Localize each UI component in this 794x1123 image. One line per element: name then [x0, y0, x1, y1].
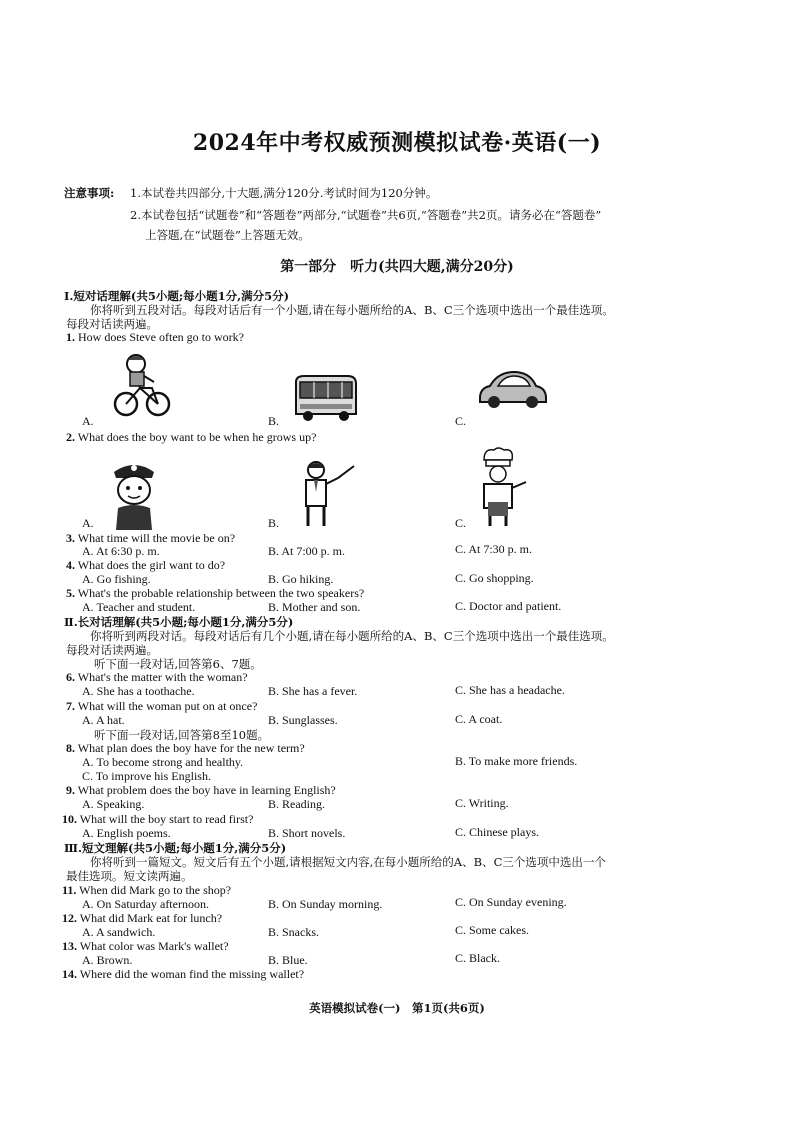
- question-text: What will the woman put on at once?: [77, 699, 258, 713]
- sub-instruction: 听下面一段对话,回答第6、7题。: [94, 657, 262, 671]
- question-number: 5.: [66, 586, 75, 600]
- question-5: [66, 586, 364, 601]
- question-number: 9.: [66, 783, 75, 797]
- option-a: A. On Saturday afternoon.: [82, 897, 209, 911]
- question-number: 4.: [66, 558, 75, 572]
- section-heading: Ⅱ.长对话理解(共5小题;每小题1分,满分5分): [64, 615, 294, 629]
- option-a: A. She has a toothache.: [82, 684, 195, 698]
- section-instructions: 最佳选项。短文读两遍。: [66, 869, 193, 883]
- option-c: C. Chinese plays.: [455, 825, 539, 839]
- question-text: What did Mark eat for lunch?: [79, 911, 223, 925]
- bus-image: [290, 374, 360, 424]
- question-11: [62, 883, 231, 898]
- option-c: C. She has a headache.: [455, 683, 565, 697]
- option-c: C. On Sunday evening.: [455, 895, 567, 909]
- option-b: B. To make more friends.: [455, 754, 578, 768]
- option-a: A. Brown.: [82, 953, 133, 967]
- option-b: B. Snacks.: [268, 925, 319, 939]
- section-instructions: 你将听到五段对话。每段对话后有一个小题,请在每小题所给的A、B、C三个选项中选出一个最佳选项。: [90, 303, 614, 317]
- page-footer: 英语模拟试卷(一) 第1页(共6页): [309, 1001, 485, 1015]
- chef-image: [474, 446, 530, 528]
- police-officer-image: [108, 458, 160, 530]
- option-c: C. Go shopping.: [455, 571, 534, 585]
- question-8: [66, 741, 305, 756]
- question-13: [62, 939, 229, 954]
- bicycle-rider-image: [112, 352, 172, 418]
- question-number: 12.: [62, 911, 77, 925]
- option-c: C. A coat.: [455, 712, 503, 726]
- question-4: [66, 558, 225, 573]
- question-text: When did Mark go to the shop?: [79, 883, 232, 897]
- option-a-label: A.: [82, 516, 94, 530]
- question-text: What's the matter with the woman?: [77, 670, 248, 684]
- page-title: 2024年中考权威预测模拟试卷·英语(一): [192, 130, 602, 156]
- option-b: B. Mother and son.: [268, 600, 361, 614]
- option-a: A. A hat.: [82, 713, 125, 727]
- question-number: 7.: [66, 699, 75, 713]
- question-number: 13.: [62, 939, 77, 953]
- option-c: C. At 7:30 p. m.: [455, 542, 533, 556]
- option-b: B. Sunglasses.: [268, 713, 338, 727]
- option-b: B. Blue.: [268, 953, 308, 967]
- option-c: C. Writing.: [455, 796, 509, 810]
- question-number: 6.: [66, 670, 75, 684]
- option-c-label: C.: [455, 414, 467, 428]
- notice-line-3: 上答题,在“试题卷”上答题无效。: [145, 228, 310, 242]
- section-instructions: 每段对话读两遍。: [66, 643, 158, 657]
- question-14: [62, 967, 304, 982]
- option-b: B. At 7:00 p. m.: [268, 544, 346, 558]
- question-text: What does the boy want to be when he grows up?: [77, 430, 317, 444]
- car-image: [476, 370, 548, 410]
- option-c: C. Doctor and patient.: [455, 599, 562, 613]
- option-b-label: B.: [268, 516, 280, 530]
- question-10: [62, 812, 253, 827]
- question-number: 11.: [62, 883, 77, 897]
- question-text: Where did the woman find the missing wallet?: [79, 967, 305, 981]
- question-number: 14.: [62, 967, 77, 981]
- teacher-image: [298, 458, 358, 528]
- option-c: C. Black.: [455, 951, 500, 965]
- section-instructions: 每段对话读两遍。: [66, 317, 158, 331]
- question-text: What problem does the boy have in learning English?: [77, 783, 336, 797]
- question-text: What does the girl want to do?: [77, 558, 226, 572]
- question-12: [62, 911, 222, 926]
- question-text: What plan does the boy have for the new term?: [77, 741, 305, 755]
- option-b: B. Reading.: [268, 797, 325, 811]
- question-6: [66, 670, 248, 685]
- question-number: 2.: [66, 430, 75, 444]
- section-heading: Ⅲ.短文理解(共5小题;每小题1分,满分5分): [64, 841, 287, 855]
- question-text: How does Steve often go to work?: [78, 330, 244, 344]
- option-b-label: B.: [268, 414, 280, 428]
- notice-label: 注意事项:: [64, 186, 115, 200]
- question-text: What color was Mark's wallet?: [79, 939, 229, 953]
- option-c-label: C.: [455, 516, 467, 530]
- question-number: 3.: [66, 531, 75, 545]
- option-c: C. To improve his English.: [82, 769, 211, 783]
- notice-line-2: 2.本试卷包括“试题卷”和“答题卷”两部分,“试题卷”共6页,“答题卷”共2页。请务必在“答题卷”: [130, 208, 602, 222]
- option-b: B. Short novels.: [268, 826, 346, 840]
- sub-instruction: 听下面一段对话,回答第8至10题。: [94, 728, 270, 742]
- question-7: [66, 699, 257, 714]
- notice-line-1: 1.本试卷共四部分,十大题,满分120分.考试时间为120分钟。: [130, 186, 438, 200]
- question-text: What will the boy start to read first?: [79, 812, 254, 826]
- option-a: A. At 6:30 p. m.: [82, 544, 160, 558]
- option-a: A. To become strong and healthy.: [82, 755, 244, 769]
- option-a-label: A.: [82, 414, 94, 428]
- question-text: What's the probable relationship between the two speakers?: [77, 586, 365, 600]
- section-heading: Ⅰ.短对话理解(共5小题;每小题1分,满分5分): [64, 289, 290, 303]
- option-b: B. She has a fever.: [268, 684, 358, 698]
- question-1: [66, 330, 244, 345]
- option-a: A. English poems.: [82, 826, 171, 840]
- part-heading: 第一部分 听力(共四大题,满分20分): [280, 259, 514, 275]
- option-a: A. A sandwich.: [82, 925, 156, 939]
- option-b: B. Go hiking.: [268, 572, 334, 586]
- option-a: A. Teacher and student.: [82, 600, 196, 614]
- option-a: A. Speaking.: [82, 797, 145, 811]
- section-instructions: 你将听到一篇短文。短文后有五个小题,请根据短文内容,在每小题所给的A、B、C三个选项中选出一个: [90, 855, 606, 869]
- question-number: 8.: [66, 741, 75, 755]
- option-c: C. Some cakes.: [455, 923, 529, 937]
- question-text: What time will the movie be on?: [77, 531, 236, 545]
- question-number: 10.: [62, 812, 77, 826]
- section-instructions: 你将听到两段对话。每段对话后有几个小题,请在每小题所给的A、B、C三个选项中选出一个最佳选项。: [90, 629, 614, 643]
- question-9: [66, 783, 336, 798]
- option-b: B. On Sunday morning.: [268, 897, 383, 911]
- option-a: A. Go fishing.: [82, 572, 151, 586]
- question-number: 1.: [66, 330, 75, 344]
- question-2: [66, 430, 316, 445]
